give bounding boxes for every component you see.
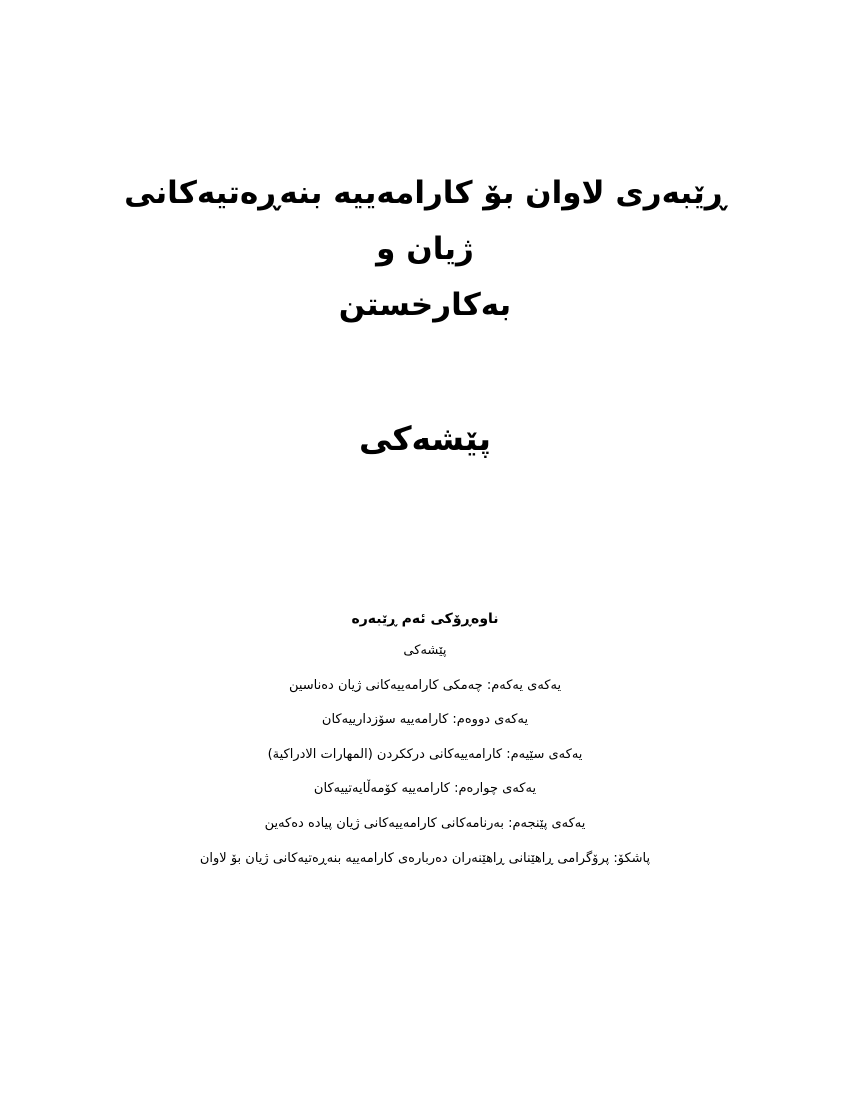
- toc-item-preface: پێشەکی: [403, 643, 447, 658]
- preface-heading: پێشەکی: [358, 419, 492, 458]
- toc-item-unit-1: یەکەی یەکەم: چەمکی کارامەییەکانی ژیان دەناسین: [288, 677, 562, 693]
- toc-title: ناوەڕۆکی ئەم ڕێبەرە: [351, 611, 499, 627]
- toc-list: [60, 634, 790, 876]
- toc-item-unit-5: یەکەی پێنجەم: بەرنامەکانی کارامەییەکانی ژیان پیادە دەکەین: [264, 815, 586, 831]
- title-line-1: ڕێبەری لاوان بۆ کارامەییە بنەڕەتیەکانی ژیان و: [124, 175, 726, 267]
- table-of-contents: [60, 604, 790, 876]
- document-title: [100, 165, 750, 333]
- toc-item-appendix: پاشکۆ: پرۆگرامی ڕاهێنانی ڕاهێنەران دەربارەی کارامەییە بنەڕەتیەکانی ژیان بۆ لاوان: [199, 850, 651, 866]
- toc-item-unit-3: یەکەی سێیەم: کارامەییەکانی درککردن (المهارات الادراكية): [267, 746, 583, 762]
- toc-item-unit-4: یەکەی چوارەم: کارامەییە کۆمەڵایەتییەکان: [313, 781, 537, 797]
- title-line-2: بەکارخستن: [338, 287, 512, 323]
- toc-item-unit-2: یەکەی دووەم: کارامەییە سۆزدارییەکان: [321, 712, 529, 728]
